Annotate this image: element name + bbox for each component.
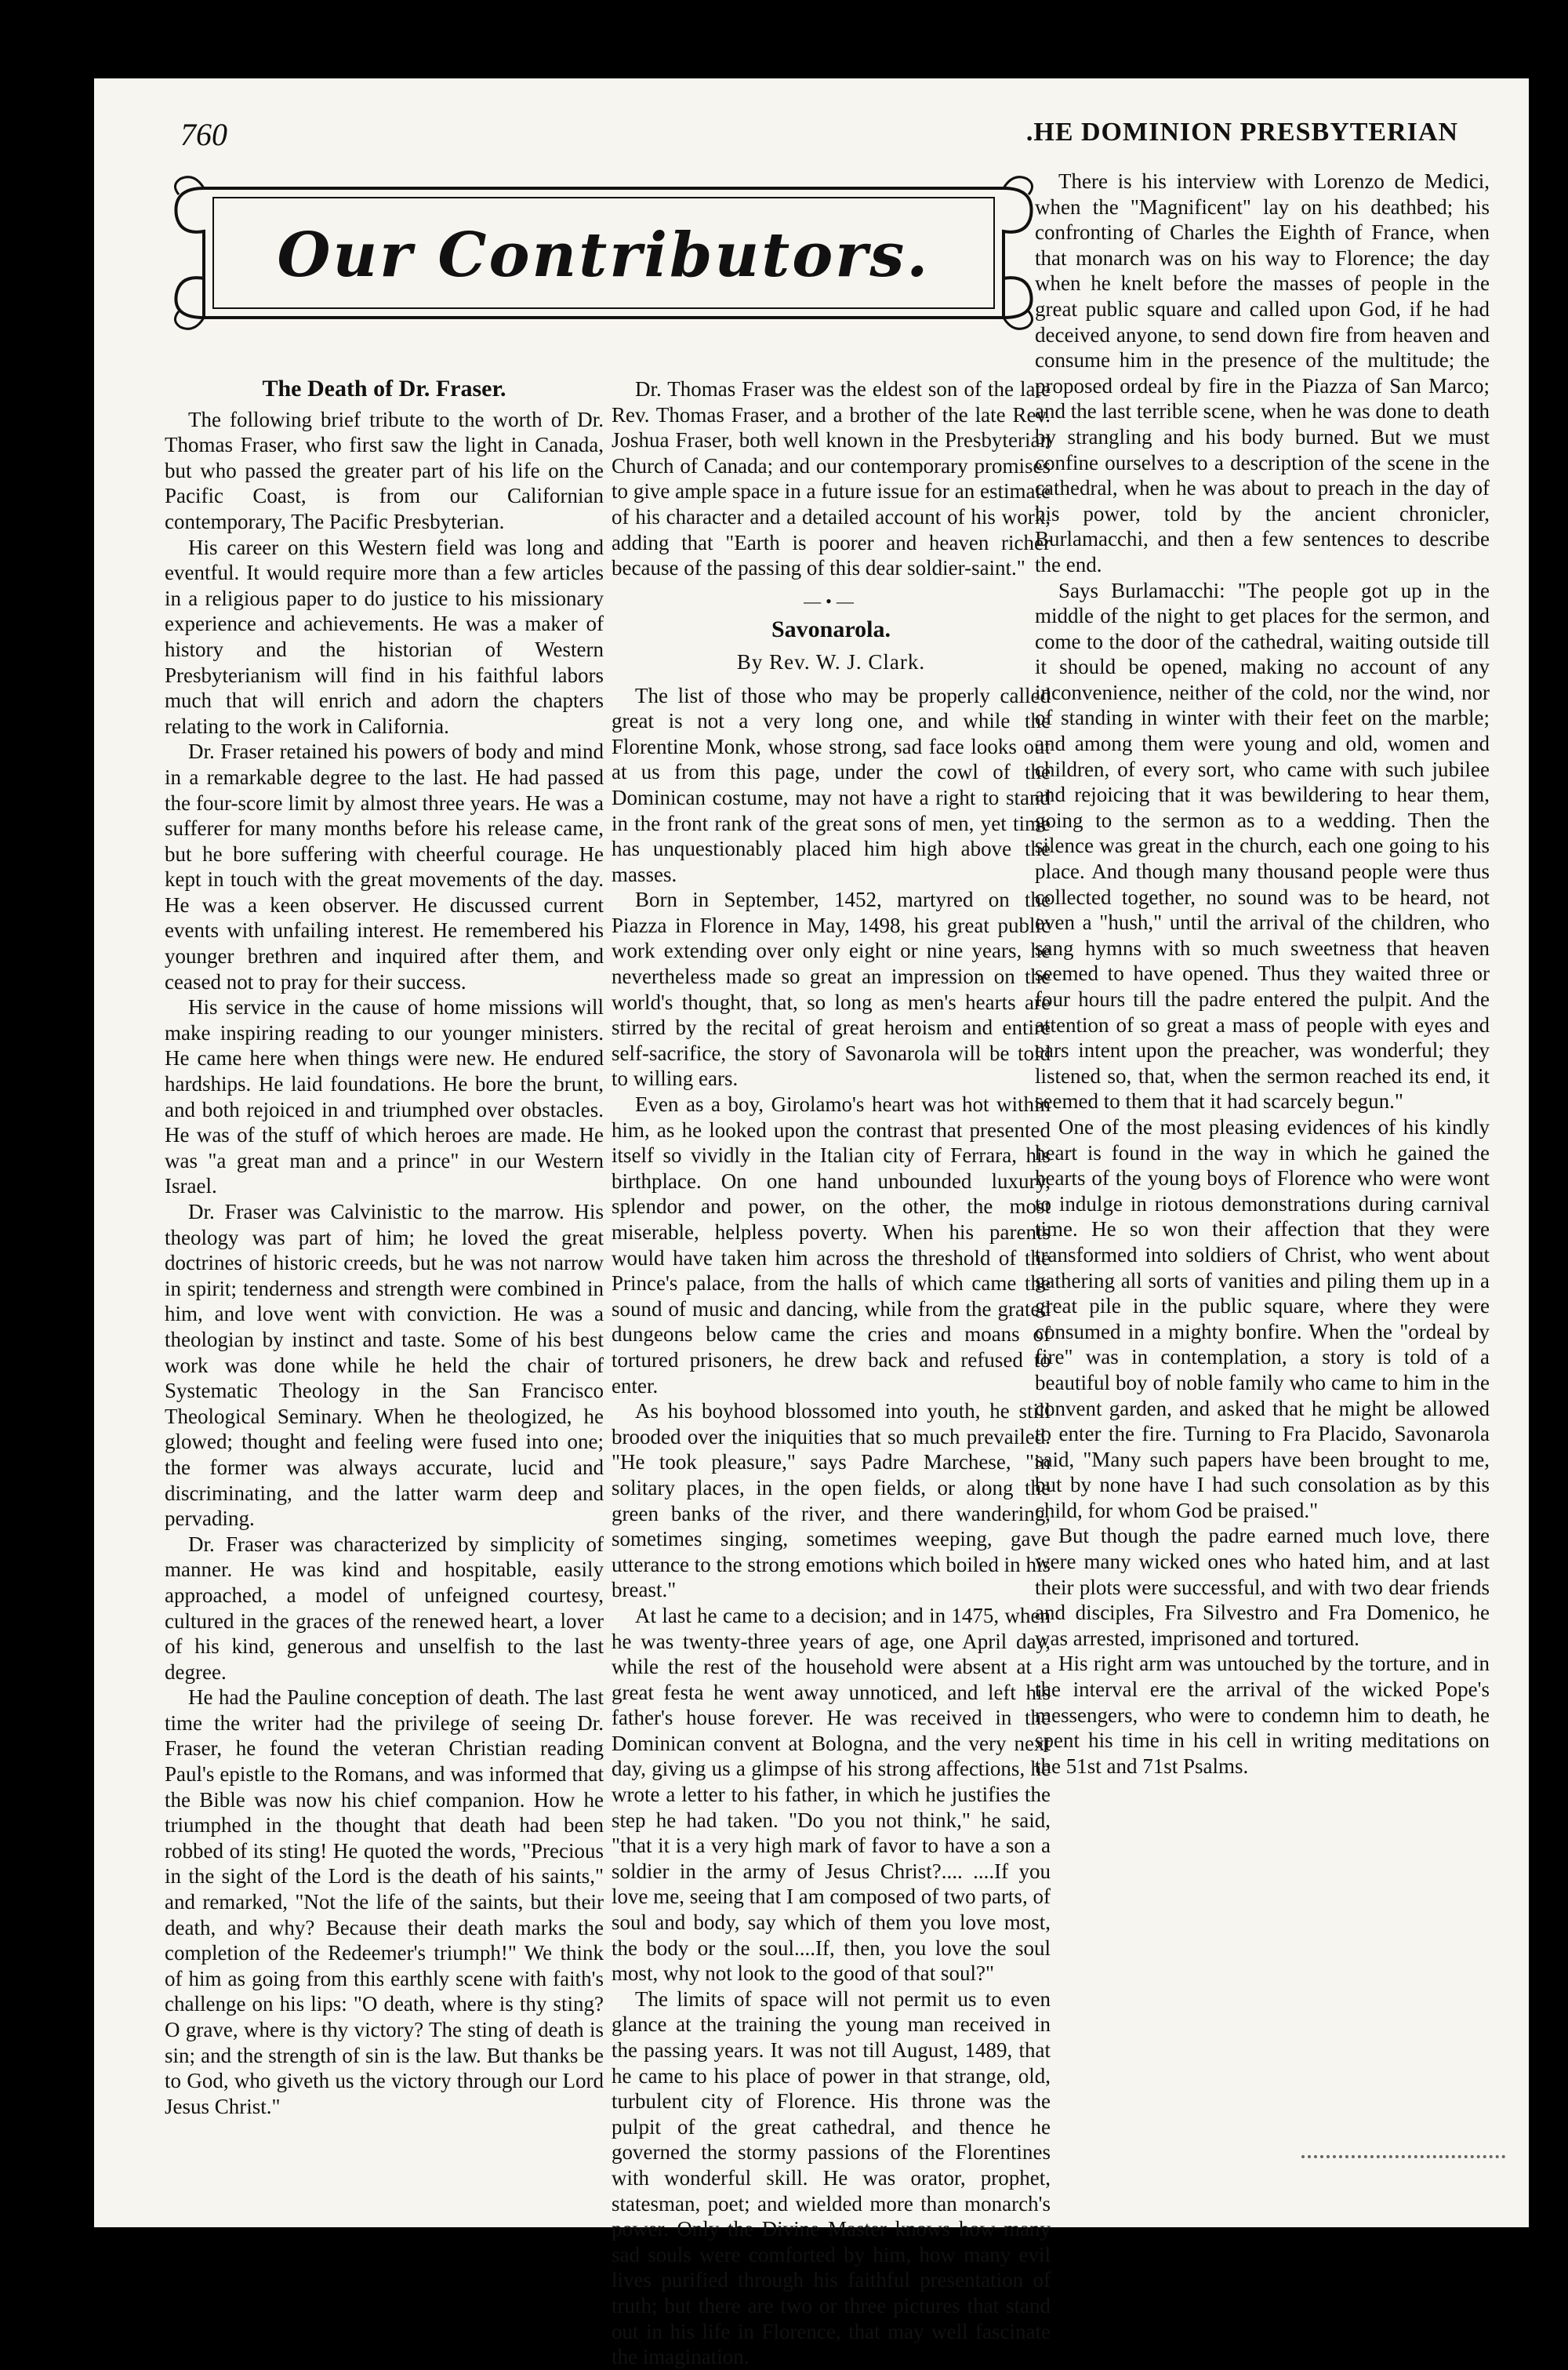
paragraph: But though the padre earned much love, there were many wicked ones who hated him, and at last their plots were successful, and with two dear friends and disciples, Fra Silvestro and Fra Domenico, he was arrested, imprisoned and tortured. [1035,1524,1490,1650]
paragraph: Dr. Fraser was characterized by simplicity of manner. He was kind and hospitable, easily approached, a model of unfeigned courtesy, cultured in the graces of the renewed heart, a lover of his kind, generous and unselfish to the last degree. [165,1532,604,1684]
divider-ornament: —•— [804,591,858,611]
banner-title: Our Contributors. [277,220,931,291]
paragraph: At last he came to a decision; and in 1475, when he was twenty-three years of age, one April day, while the rest of the household were absent at a great festa he went away unnoticed, and left his father's house forever. He was received in the Dominican convent at Bologna, and the very next day, giving us a glimpse of his strong affections, he wrote a letter to his father, in which he justifies the step he had taken. "Do you not think," he said, "that it is a very high mark of favor to have a son a soldier in the army of Jesus Christ?.... ....If you love me, seeing that I am composed of two parts, of soul and body, say which of them you love most, the body or the soul....If, then, you love the soul most, why not look to the good of that soul?" [612,1603,1051,1986]
paragraph: He had the Pauline conception of death. The last time the writer had the privilege of seeing Dr. Fraser, he found the veteran Christian reading Paul's epistle to the Romans, and was informed that the Bible was now his chief companion. How he triumphed in the thought that death had been robbed of its sting! He quoted the words, "Precious in the sight of the Lord is the death of his saints," and remarked, "Not the life of the saints, but their death, and why? Because their death marks the completion of the Redeemer's triumph!" We think of him as going from this earthly scene with faith's challenge on his lips: "O death, where is thy sting? O grave, where is thy victory? The sting of death is sin; and the strength of sin is the law. But thanks be to God, who giveth us the victory through our Lord Jesus Christ." [165,1685,604,2118]
paragraph: The list of those who may be properly called great is not a very long one, and while the Florentine Monk, whose strong, sad face looks out at us from this page, under the cowl of the Dominican costume, may not have a right to stand in the front rank of the great sons of men, yet time has unquestionably placed him high above the masses. [612,683,1051,886]
column-1 [165,376,604,2119]
running-head: .HE DOMINION PRESBYTERIAN [1025,118,1458,147]
byline: By Rev. W. J. Clark. [736,649,926,674]
newspaper-page [94,78,1529,2369]
paragraph: The limits of space will not permit us to even glance at the training the young man received in the passing years. It was not till August, 1489, that he came to his place of power in that strange, old, turbulent city of Florence. His throne was the pulpit of the great cathedral, and thence he governed the stormy passions of the Florentines with wonderful skill. He was orator, prophet, statesman, poet; and wielded more than monarch's power. Only the Divine Master knows how many sad souls were comforted by him, how many evil lives purified through his faithful presentation of truth; but there are two or three pictures that stand out in his life in Florence, that may well fascinate the imagination. [612,1987,1051,2369]
article-title-savonarola: Savonarola. [771,616,891,643]
paragraph: His career on this Western field was long and eventful. It would require more than a few articles in a religious paper to do justice to his missionary experience and achievements. He was a maker of history and the historian of Western Presbyterianism will find in his faithful labors much that will enrich and adorn the chapters relating to the work in California. [165,535,604,738]
article-title-fraser: The Death of Dr. Fraser. [262,376,506,402]
print-smudge [1301,2155,1505,2172]
page-number: 760 [180,117,227,152]
paragraph: There is his interview with Lorenzo de Medici, when the "Magnificent" lay on his deathbed; his confronting of Charles the Eighth of France, when that monarch was on his way to Florence; the day when he knelt before the masses of people in the great public square and called upon God, if he had deceived anyone, to send down fire from heaven and consume him in the presence of the multitude; the proposed ordeal by fire in the Piazza of San Marco; and the last terrible scene, when he was done to death by strangling and his body burned. But we must confine ourselves to a description of the scene in the cathedral, when he was about to preach in the day of his power, told by the ancient chronicler, Burlamacchi, and then a few sentences to describe the end. [1035,169,1490,576]
paragraph: Dr. Fraser retained his powers of body and mind in a remarkable degree to the last. He had passed the four-score limit by almost three years. He was a sufferer for many months before his release came, but he bore suffering with cheerful courage. He kept in touch with the great movements of the day. He was a keen observer. He discussed current events with unfailing interest. He remembered his younger brethren and inquired after them, and ceased not to pray for their success. [165,740,604,994]
paragraph: His right arm was untouched by the torture, and in the interval ere the arrival of the wicked Pope's messengers, who were to condemn him to death, he spent his time in his cell in writing meditations on the 51st and 71st Psalms. [1035,1652,1490,1778]
paragraph: One of the most pleasing evidences of his kindly heart is found in the way in which he gained the hearts of the young boys of Florence who were wont to indulge in riotous demonstrations during carnival time. He so won their affection that they were transformed into soldiers of Christ, who went about gathering all sorts of vanities and piling them up in a great pile in the public square, where they were consumed in a mighty bonfire. When the "ordeal by fire" was in contemplation, a story is told of a beautiful boy of noble family who came to him in the convent garden, and asked that he might be allowed to enter the fire. Turning to Fra Placido, Savonarola said, "Many such papers have been brought to me, but by none have I had such consolation as by this child, for whom God be praised." [1035,1114,1490,1522]
column-3 [1035,169,1490,1779]
section-banner [157,157,1051,353]
paragraph: As his boyhood blossomed into youth, he still brooded over the iniquities that so much prevailed. "He took pleasure," says Padre Marchese, "in solitary places, in the open fields, or along the green banks of the river, and there wandering, sometimes singing, sometimes weeping, gave utterance to the strong emotions which boiled in his breast." [612,1399,1051,1602]
paragraph: Says Burlamacchi: "The people got up in the middle of the night to get places for the sermon, and come to the door of the cathedral, waiting outside till it should be opened, making no account of any inconvenience, neither of the cold, nor the wind, nor of standing in winter with their feet on the marble; and among them were young and old, women and children, of every sort, who came with such jubilee and rejoicing that it was bewildering to hear them, going to the sermon as to a wedding. Then the silence was great in the church, each one going to his place. And though many thousand people were thus collected together, no sound was to be heard, not even a "hush," until the arrival of the children, who sang hymns with so much sweetness that heaven seemed to have opened. Thus they waited three or four hours till the padre entered the pulpit. And the attention of so great a mass of people with eyes and ears intent upon the preacher, was wonderful; they listened so, that, when the sermon reached its end, it seemed to them that it had scarcely begun." [1035,578,1490,1114]
paragraph: Born in September, 1452, martyred on the Piazza in Florence in May, 1498, his great public work extending over only eight or nine years, he nevertheless made so great an impression on the world's thought, that, so long as men's hearts are stirred by the recital of great heroism and entire self-sacrifice, the story of Savonarola will be told to willing ears. [612,888,1051,1091]
paragraph: The following brief tribute to the worth of Dr. Thomas Fraser, who first saw the light in Canada, but who passed the greater part of his life on the Pacific Coast, is from our Californian contemporary, The Pacific Presbyterian. [165,407,604,533]
paragraph: Dr. Fraser was Calvinistic to the marrow. His theology was part of him; he loved the great doctrines of historic creeds, but he was not narrow in spirit; tenderness and strength were combined in him, and love went with conviction. He was a theologian by instinct and taste. Some of his best work was done while he held the chair of Systematic Theology in the San Francisco Theological Seminary. When he theologized, he glowed; thought and feeling were fused into one; the former was always accurate, lucid and discriminating, and the latter warm deep and pervading. [165,1200,604,1531]
paragraph: Dr. Thomas Fraser was the eldest son of the late Rev. Thomas Fraser, and a brother of the late Rev. Joshua Fraser, both well known in the Presbyterian Church of Canada; and our contemporary promises to give ample space in a future issue for an estimate of his character and a detailed account of his work, adding that "Earth is poorer and heaven richer because of the passing of this dear soldier-saint." [612,377,1051,580]
paragraph: His service in the cause of home missions will make inspiring reading to our younger ministers. He came here when things were new. He endured hardships. He laid foundations. He bore the brunt, and both rejoiced in and triumphed over obstacles. He was of the stuff of which heroes are made. He was "a great man and a prince" in our Western Israel. [165,995,604,1198]
column-2 [612,376,1051,2370]
paragraph: Even as a boy, Girolamo's heart was hot within him, as he looked upon the contrast that presented itself so vividly in the Italian city of Ferrara, his birthplace. On one hand unbounded luxury, splendor and power, on the other, the most miserable, helpless poverty. When his parents would have taken him across the threshold of the Prince's palace, from the halls of which came the sound of music and dancing, while from the grated dungeons below came the cries and moans of tortured prisoners, he drew back and refused to enter. [612,1092,1051,1398]
